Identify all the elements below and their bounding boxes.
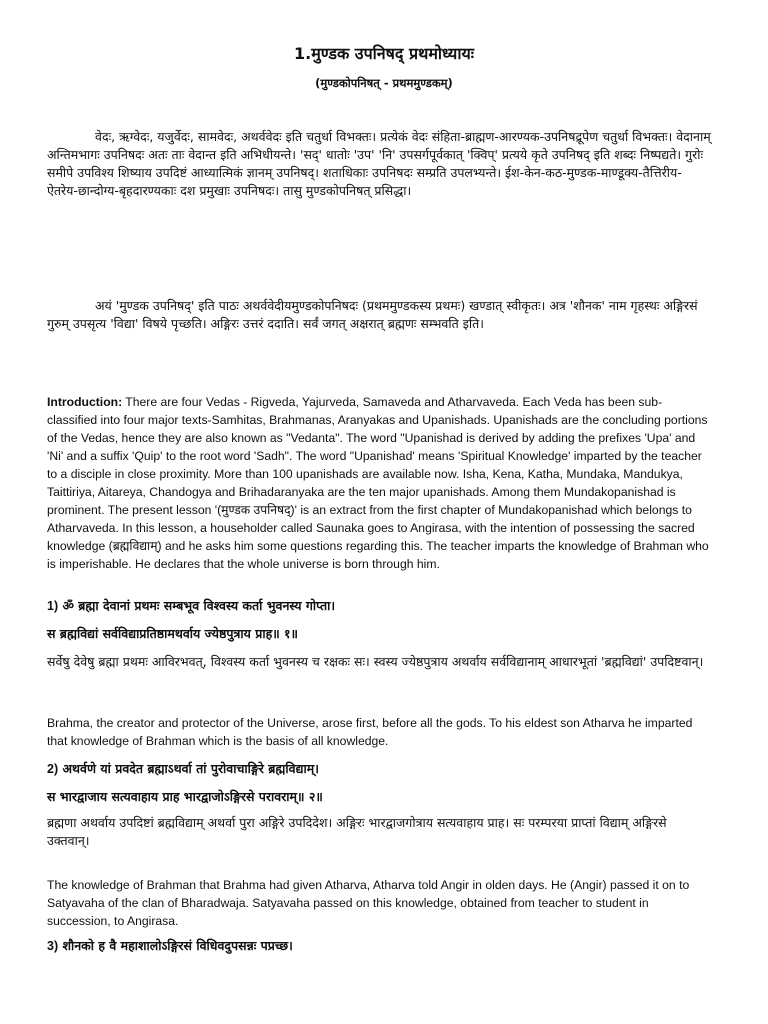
sanskrit-intro-paragraph-2 xyxy=(47,297,712,333)
verse-1 xyxy=(47,597,712,615)
verse-1-commentary: सर्वेषु देवेषु ब्रह्मा प्रथमः आविरभवत्, विश्वस्य कर्ता भुवनस्य च रक्षकः सः। स्वस्य ज्येष्ठपुत्राय अथर्वाय सर्वविद्यानाम् आधारभूतां 'ब्रह्मविद्यां' उपदिष्टवान्। xyxy=(47,654,704,669)
introduction-text: There are four Vedas - Rigveda, Yajurveda, Samaveda and Atharvaveda. Each Veda has been sub-classified into four major texts-Samhitas, Brahmanas, Aranyakas and Upanishads. Upanishads are the concluding portions of the Vedas, hence they are also known as "Vedanta". The word "Upanishad is derived by adding the prefixes 'Upa' and 'Ni' and a suffix 'Quip' to the root word 'Sadh". The word "Upanishad' means 'Spiritual Knowledge' imparted by the teacher to a disciple in close proximity. More than 100 upanishads are available now. Isha, Kena, Katha, Mundaka, Mandukya, Taittiriya, Aitareya, Chandogya and Brihadaranyaka are the ten major upanishads. Among them Mundakopanishad is prominent. The present lesson '(मुण्डक उपनिषद्)' is an extract from the first chapter of Mundakopanishad which belongs to Atharvaveda. In this lesson, a householder called Saunaka goes to Angirasa, with the intention of possessing the sacred knowledge (ब्रह्मविद्याम्) and he asks him some questions regarding this. The teacher imparts the knowledge of Brahman who is imperishable. He declares that the whole universe is born through him. xyxy=(47,395,709,571)
verse-1-line-2: स ब्रह्मविद्यां सर्वविद्याप्रतिष्ठामथर्वाय ज्येष्ठपुत्राय प्राह॥ १॥ xyxy=(47,626,299,641)
sanskrit-intro-paragraph-1 xyxy=(47,128,712,200)
sanskrit-intro-text-1: वेदः, ऋग्वेदः, यजुर्वेदः, सामवेदः, अथर्ववेदः इति चतुर्धा विभक्तः। प्रत्येकं वेदः संहिता-ब्राह्मण-आरण्यक-उपनिषद्रूपेण चतुर्धा विभक्तः। वेदानाम् अन्तिमभागः उपनिषदः अतः ताः वेदान्त इति अभिधीयन्ते। 'सद्' धातोः 'उप' 'नि' उपसर्गपूर्वकात् 'क्विप्' प्रत्यये कृते उपनिषद् इति शब्दः निष्पद्यते। गुरोः समीपे उपविश्य शिष्याय उपदिष्टं आध्यात्मिकं ज्ञानम् उपनिषद्। शताधिकाः उपनिषदः सम्प्रति उपलभ्यन्ते। ईश-केन-कठ-मुण्डक-माण्डूक्य-तैत्तिरीय-ऐतरेय-छान्दोग्य-बृहदारण्यकाः दश प्रमुखाः उपनिषदः। तासु मुण्डकोपनिषत् प्रसिद्धा। xyxy=(47,129,711,198)
verse-number: 3) xyxy=(47,939,59,953)
verse-line: 2) अथर्वणे यां प्रवदेत ब्रह्माऽथर्वा तां पुरोवाचाङ्गिरे ब्रह्मविद्याम्। xyxy=(47,761,319,776)
verse-number: 2) xyxy=(47,762,59,776)
verse-2-english: The knowledge of Brahman that Brahma had given Atharva, Atharva told Angir in olden days. He (Angir) passed it on to Satyavaha of the clan of Bharadwaja. Satyavaha passed on this knowledge, obtained from teacher to student in succession, to Angirasa. xyxy=(47,878,690,928)
verse-line: 3) शौनको ह वै महाशालोऽङ्गिरसं विधिवदुपसन्नः पप्रच्छ। xyxy=(47,938,293,953)
page-title: 1.मुण्डक उपनिषद् प्रथमोध्यायः xyxy=(294,44,474,63)
introduction-label: Introduction: xyxy=(47,395,123,409)
verse-2-line-2: स भारद्वाजाय सत्यवाहाय प्राह भारद्वाजोऽङ्गिरसे परावराम्॥ २॥ xyxy=(47,789,323,804)
verse-2 xyxy=(47,760,712,778)
verse-2-commentary: ब्रह्मणा अथर्वाय उपदिष्टां ब्रह्मविद्याम् अथर्वा पुरा अङ्गिरे उपदिदेश। अङ्गिरः भारद्वाजगोत्राय सत्यवाहाय प्राह। सः परम्परया प्राप्तां विद्याम् अङ्गिरसे उक्तवान्। xyxy=(47,815,667,848)
english-introduction xyxy=(47,393,712,573)
verse-1-english: Brahma, the creator and protector of the Universe, arose first, before all the gods. To his eldest son Atharva he imparted that knowledge of Brahman which is the basis of all knowledge. xyxy=(47,716,693,748)
verse-number: 1) xyxy=(47,599,59,613)
page-subtitle: (मुण्डकोपनिषत् - प्रथममुण्डकम्) xyxy=(315,76,453,90)
verse-line: 1) ॐ ब्रह्मा देवानां प्रथमः सम्बभूव विश्वस्य कर्ता भुवनस्य गोप्ता। xyxy=(47,598,336,613)
sanskrit-intro-text-2: अयं 'मुण्डक उपनिषद्' इति पाठः अथर्ववेदीयमुण्डकोपनिषदः (प्रथममुण्डकस्य प्रथमः) खण्डात् स्वीकृतः। अत्र 'शौनक' नाम गृहस्थः अङ्गिरसं गुरुम् उपसृत्य 'विद्या' विषये पृच्छति। अङ्गिरः उत्तरं ददाति। सर्वं जगत् अक्षरात् ब्रह्मणः सम्भवति इति। xyxy=(47,298,698,331)
verse-3 xyxy=(47,937,712,955)
